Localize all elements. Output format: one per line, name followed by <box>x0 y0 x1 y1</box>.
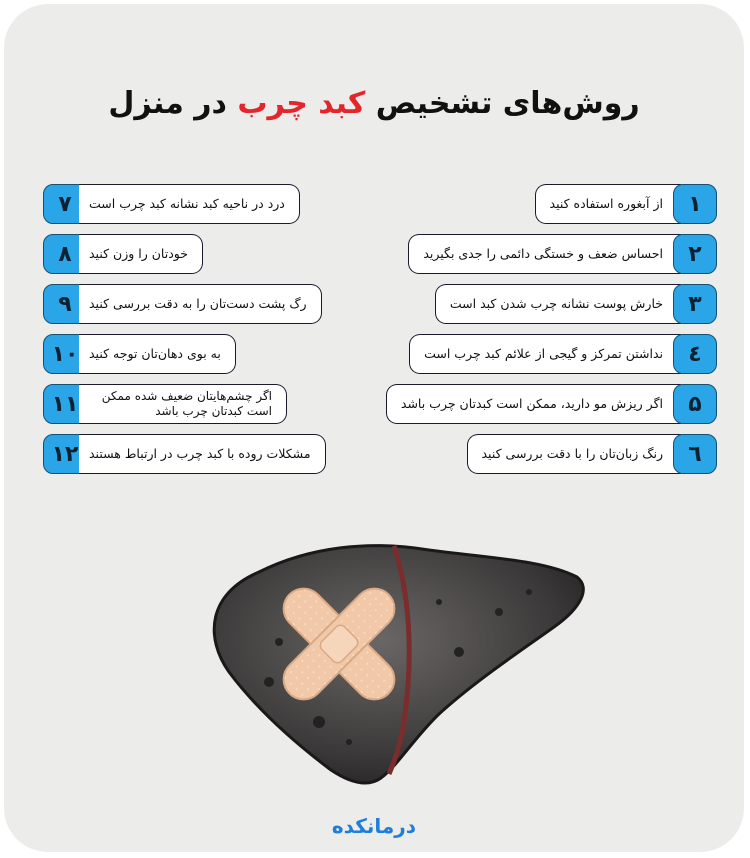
tip-item-8 <box>43 234 231 274</box>
tip-text: مشکلات روده با کبد چرب در ارتباط هستند <box>79 434 326 474</box>
tip-number: ٤ <box>673 334 717 374</box>
tip-item-11 <box>43 384 287 424</box>
tip-item-5 <box>332 384 717 424</box>
tip-item-12 <box>43 434 363 474</box>
tip-item-7 <box>43 184 333 224</box>
tip-number: ۵ <box>673 384 717 424</box>
page-title <box>4 86 744 121</box>
tip-text: رگ پشت دست‌تان را به دقت بررسی کنید <box>79 284 322 324</box>
tip-number: ۱۰ <box>43 334 87 374</box>
tip-item-3 <box>394 284 717 324</box>
tip-number: ۷ <box>43 184 87 224</box>
tip-item-2 <box>357 234 717 274</box>
infographic-card <box>4 4 744 852</box>
tip-item-6 <box>435 434 717 474</box>
tip-text: خودتان را وزن کنید <box>79 234 203 274</box>
tip-text: اگر ریزش مو دارید، ممکن است کبدتان چرب باشد <box>386 384 681 424</box>
tip-number: ۱۲ <box>43 434 87 474</box>
tip-text: اگر چشم‌هایتان ضعیف شده ممکن است کبدتان چرب باشد <box>79 384 287 424</box>
tip-text: احساس ضعف و خستگی دائمی را جدی بگیرید <box>408 234 681 274</box>
title-part-1: روش‌های تشخیص <box>365 86 640 121</box>
tip-item-4 <box>367 334 717 374</box>
tip-item-9 <box>43 284 356 324</box>
tip-item-1 <box>434 184 717 224</box>
tip-text: از آبغوره استفاده کنید <box>535 184 681 224</box>
tip-text: به بوی دهان‌تان توجه کنید <box>79 334 236 374</box>
tip-item-10 <box>43 334 275 374</box>
brand-logo <box>331 810 416 844</box>
title-part-2: در منزل <box>108 86 238 121</box>
liver-with-bandage-icon <box>199 532 589 787</box>
tip-text: نداشتن تمرکز و گیجی از علائم کبد چرب است <box>409 334 681 374</box>
tip-text: خارش پوست نشانه چرب شدن کبد است <box>435 284 681 324</box>
tip-number: ۹ <box>43 284 87 324</box>
title-highlight: کبد چرب <box>237 86 366 121</box>
tip-number: ۲ <box>673 234 717 274</box>
tip-number: ۱۱ <box>43 384 87 424</box>
tip-number: ۳ <box>673 284 717 324</box>
tip-text: درد در ناحیه کبد نشانه کبد چرب است <box>79 184 300 224</box>
tip-number: ٦ <box>673 434 717 474</box>
tip-text: رنگ زبان‌تان را با دقت بررسی کنید <box>467 434 682 474</box>
tip-number: ۱ <box>673 184 717 224</box>
tip-number: ۸ <box>43 234 87 274</box>
logo-text: درمانکده <box>331 814 416 838</box>
